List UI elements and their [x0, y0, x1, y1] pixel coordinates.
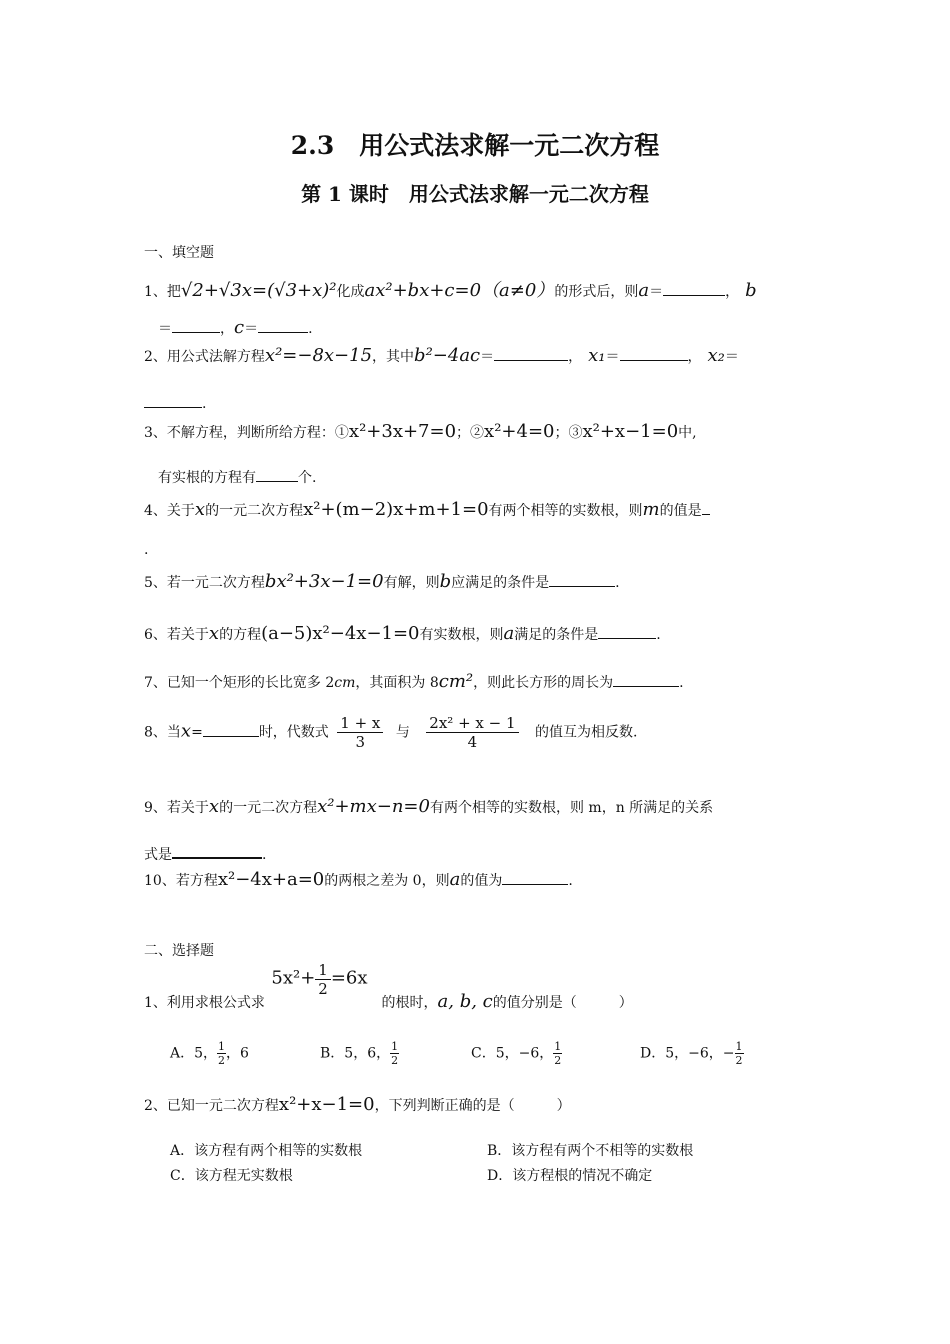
question-9-cont: 式是 . [144, 843, 266, 865]
answer-blank-m[interactable] [702, 500, 710, 515]
question-6: 6、若关于x的方程(a−5)x²−4x−1=0有实数根，则a满足的条件是 . [144, 623, 661, 644]
choice-1-option-c[interactable]: C．5，−6， $\frac{1}{2}$ [471, 1040, 562, 1067]
question-10: 10、若方程x²−4x+a=0的两根之差为 0，则a的值为 . [144, 869, 573, 890]
question-1-cont: ＝ ，c＝ . [158, 317, 313, 338]
fraction-half: $\frac{1}{2}$ [315, 961, 331, 998]
question-1: 1、把√2+√3x=(√3+x)²化成ax²+bx+c=0（a≠0）的形式后，则a＝ ， b [144, 280, 757, 301]
question-9: 9、若关于x的一元二次方程x²+mx−n=0有两个相等的实数根，则 m，n 所满足的关系 [144, 796, 714, 817]
answer-blank-a[interactable] [663, 281, 725, 296]
choice-2-option-b[interactable]: B．该方程有两个不相等的实数根 [487, 1143, 694, 1159]
question-2-cont: . [144, 393, 206, 414]
fraction-half: $\frac{1}{2}$ [391, 1040, 399, 1067]
section-heading-multiple-choice: 二、选择题 [144, 943, 214, 959]
choice-1-option-b[interactable]: B．5，6， $\frac{1}{2}$ [320, 1040, 399, 1067]
answer-blank-x2[interactable] [144, 393, 202, 408]
choice-1-option-a[interactable]: A．5， $\frac{1}{2}$ ，6 [170, 1040, 249, 1067]
answer-blank-b-condition[interactable] [549, 572, 615, 587]
answer-blank-x1[interactable] [620, 346, 688, 361]
answer-blank-perimeter[interactable] [613, 672, 679, 687]
standard-form: ax²+bx+c=0（a≠0） [364, 280, 555, 301]
question-7: 7、已知一个矩形的长比宽多 2cm，其面积为 8cm²，则此长方形的周长为 . [144, 671, 684, 692]
choice-question-2: 2、已知一元二次方程x²+x−1=0，下列判断正确的是（ ） [144, 1094, 571, 1115]
answer-blank-c[interactable] [258, 318, 308, 333]
fraction-half: $\frac{1}{2}$ [218, 1040, 226, 1067]
fraction-half: $\frac{1}{2}$ [554, 1040, 562, 1067]
choice-2-option-d[interactable]: D．该方程根的情况不确定 [487, 1168, 653, 1184]
choice-question-1: 1、利用求根公式求 5x²+ $\frac{1}{2}$ =6x的根时，a, b, c的值分别是（ ） [144, 961, 633, 1012]
answer-blank-relation[interactable] [172, 843, 262, 859]
question-3-cont: 有实根的方程有 个. [158, 467, 316, 488]
question-2: 2、用公式法解方程x²=−8x−15，其中b²−4ac＝ ， x₁＝ ， x₂＝ [144, 345, 739, 366]
choice-2-option-c[interactable]: C．该方程无实数根 [170, 1168, 293, 1184]
page-subtitle: 第 1 课时 用公式法求解一元二次方程 [301, 182, 649, 206]
answer-blank-a-condition[interactable] [598, 624, 656, 639]
question-5: 5、若一元二次方程bx²+3x−1=0有解，则b应满足的条件是 . [144, 571, 620, 592]
answer-blank-count[interactable] [256, 467, 298, 482]
answer-blank-b[interactable] [172, 318, 220, 333]
question-4: 4、关于x的一元二次方程x²+(m−2)x+m+1=0有两个相等的实数根，则m的值是 [144, 500, 710, 521]
answer-blank-x-value[interactable] [203, 722, 259, 737]
fraction-2: $\frac{\text{2x² + x − 1}}{4}$ [426, 714, 518, 751]
page-title: 2.3 用公式法求解一元二次方程 [290, 131, 660, 160]
fraction-1: $\frac{1 + x}{3}$ [337, 714, 383, 751]
answer-blank-discriminant[interactable] [494, 346, 568, 361]
question-3: 3、不解方程，判断所给方程：①x²+3x+7=0；②x²+4=0；③x²+x−1=0中, [144, 421, 697, 442]
fraction-half: $\frac{1}{2}$ [735, 1040, 743, 1067]
question-8: 8、当x= 时，代数式 $\frac{1 + x}{3}$ 与 $\frac{\text{2x² + x − 1}}{4}$ 的值互为相反数. [144, 714, 638, 751]
section-heading-fill-blank: 一、填空题 [144, 245, 214, 261]
choice-2-option-a[interactable]: A．该方程有两个相等的实数根 [170, 1143, 363, 1159]
choice-1-option-d[interactable]: D．5，−6，− $\frac{1}{2}$ [640, 1040, 743, 1067]
answer-blank-a-value[interactable] [502, 870, 568, 885]
equation: √2+√3x=(√3+x)² [180, 280, 337, 301]
question-4-cont: . [144, 542, 149, 558]
equation: 5x²+ $\frac{1}{2}$ =6x [271, 961, 368, 998]
